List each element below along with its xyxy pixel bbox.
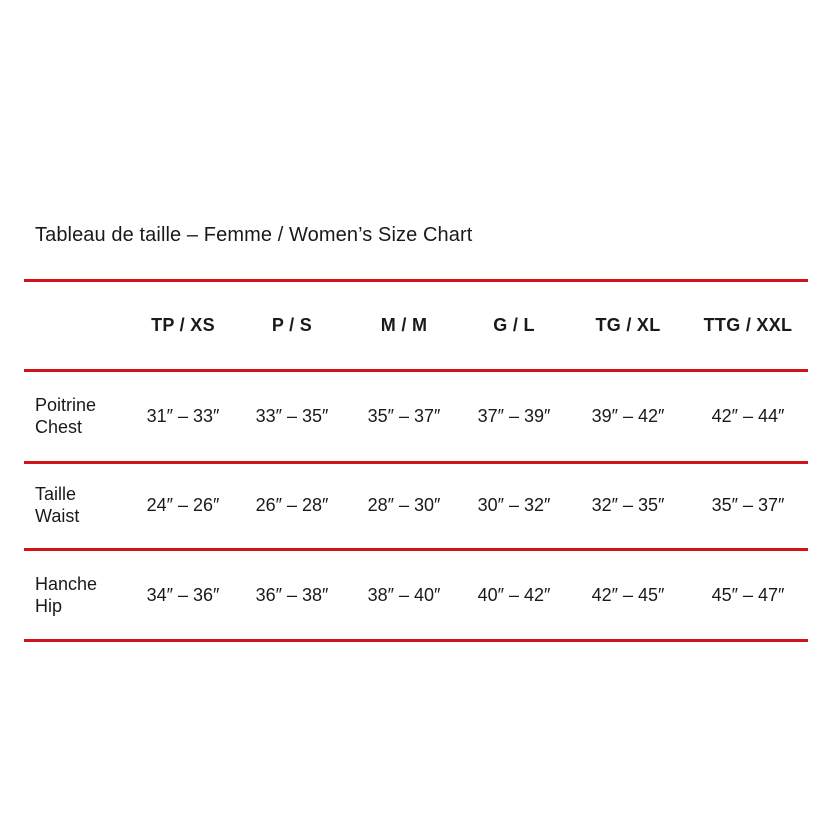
row-label-chest [35,394,96,438]
row-label-hip [35,573,97,617]
row-label-fr: Poitrine [35,395,97,415]
column-header-m: M / M [380,315,428,335]
column-header-xl: TG / XL [595,315,661,335]
column-header-l: G / L [493,315,535,335]
table-cell: 32″ – 35″ [591,495,665,515]
column-header-xxl: TTG / XXL [703,315,793,335]
table-cell: 31″ – 33″ [146,406,220,426]
table-cell: 42″ – 44″ [711,406,785,426]
table-cell: 45″ – 47″ [711,585,785,605]
divider-row-2 [24,548,808,551]
table-cell: 26″ – 28″ [255,495,329,515]
divider-header [24,369,808,372]
column-header-xs: TP / XS [151,315,215,335]
chart-title: Tableau de taille – Femme / Women’s Size Chart [35,224,473,246]
table-cell: 34″ – 36″ [146,585,220,605]
row-label-en: Chest [35,417,83,437]
row-label-fr: Hanche [35,574,98,594]
table-cell: 24″ – 26″ [146,495,220,515]
table-cell: 36″ – 38″ [255,585,329,605]
table-cell: 37″ – 39″ [477,406,551,426]
row-label-waist [35,483,79,527]
table-cell: 33″ – 35″ [255,406,329,426]
table-cell: 28″ – 30″ [367,495,441,515]
table-cell: 39″ – 42″ [591,406,665,426]
table-cell: 38″ – 40″ [367,585,441,605]
table-cell: 35″ – 37″ [367,406,441,426]
row-label-en: Hip [35,596,63,616]
column-header-s: P / S [271,315,313,335]
divider-row-1 [24,461,808,464]
table-cell: 42″ – 45″ [591,585,665,605]
row-label-en: Waist [35,506,80,526]
row-label-fr: Taille [35,484,77,504]
table-cell: 30″ – 32″ [477,495,551,515]
table-cell: 40″ – 42″ [477,585,551,605]
table-cell: 35″ – 37″ [711,495,785,515]
divider-bottom [24,639,808,642]
divider-top [24,279,808,282]
